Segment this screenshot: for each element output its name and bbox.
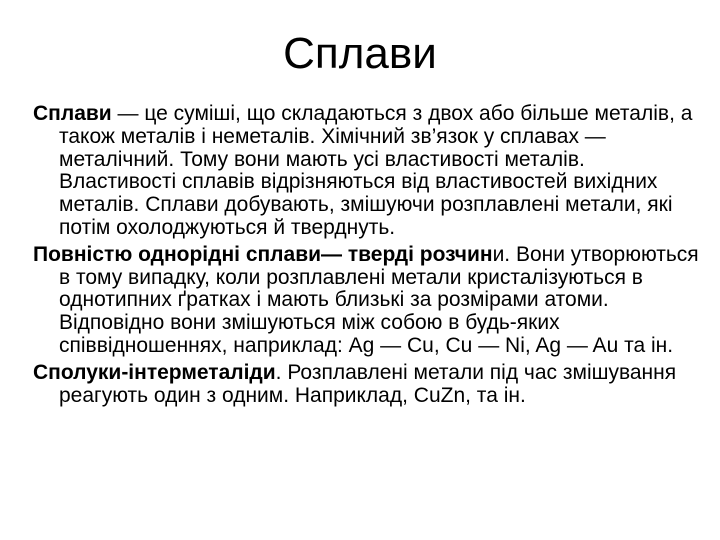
term-intermetallics: Сполуки-інтерметаліди bbox=[33, 360, 276, 384]
paragraph-intermetallics-text: . Розплавлені метали під час змішування реагують один з одним. Наприклад, CuZn, та ін. bbox=[59, 360, 677, 407]
paragraph-solid-solutions-text: и. Вони утворюються в тому випадку, коли розплавлені метали кристалізуються в однотипних ґратках і мають близькі за розмірами атоми. Відповідно вони змішуються між собою в будь-яких співвідношеннях, наприклад: Ag — Cu, Cu — Ni, Ag — Au та ін. bbox=[59, 242, 699, 357]
paragraph-intermetallics bbox=[33, 362, 705, 408]
paragraph-alloys-text: — це суміші, що складаються з двох або більше металів, а також металів і неметалів. Хімічний зв’язок у сплавах — металічний. Тому вони мають усі властивості металів. Властивості сплавів відрізняються від властивостей вихідних металів. Сплави добувають, змішуючи розплавлені метали, які потім охолоджуються й тверднуть. bbox=[59, 102, 693, 239]
term-alloys: Сплави bbox=[33, 102, 112, 125]
term-solid-solutions: Повністю однорідні сплави— тверді розчин bbox=[33, 242, 493, 266]
paragraph-solid-solutions bbox=[33, 244, 705, 358]
slide-content bbox=[33, 103, 705, 411]
paragraph-alloys bbox=[33, 103, 705, 240]
slide-title: Сплави bbox=[283, 29, 437, 78]
